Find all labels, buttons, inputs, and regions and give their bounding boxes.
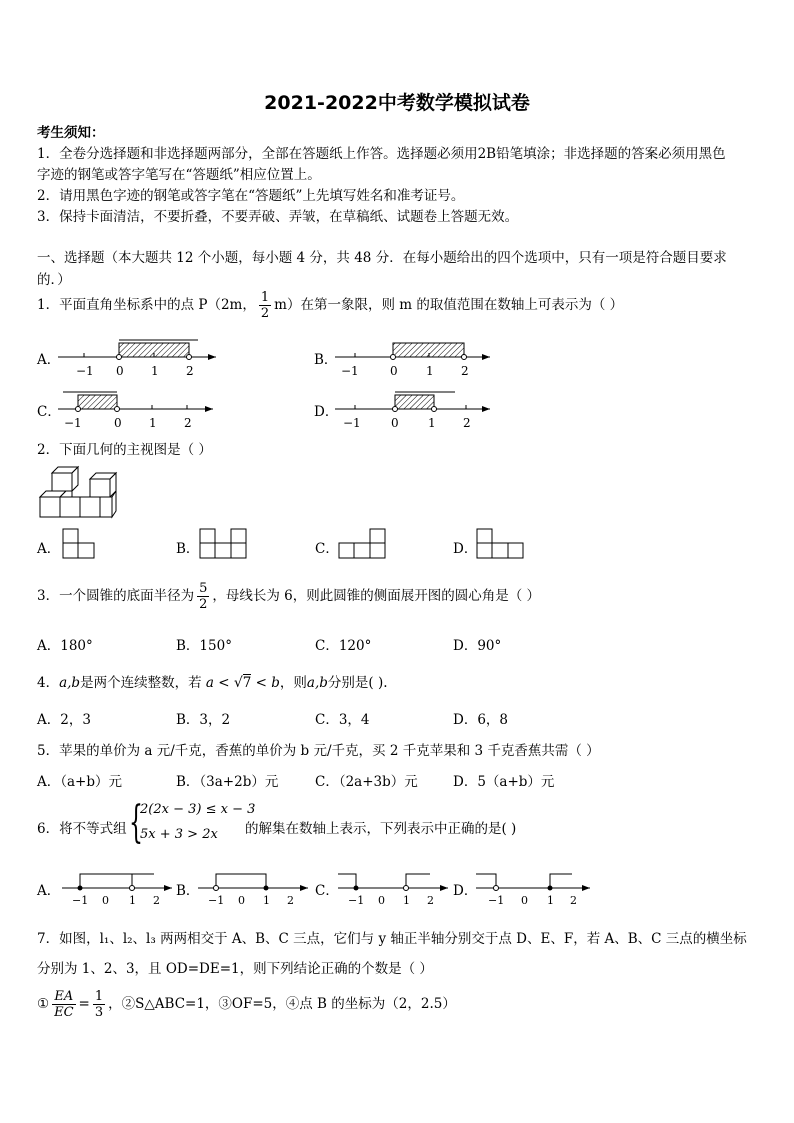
q1d-tick-neg1: −1 [343,416,361,430]
q6-option-c-label: C． [315,883,339,899]
q6-stem-pre: 6．将不等式组 [37,821,127,837]
q4-text-then: ，则 [279,675,307,691]
question-1-stem [37,287,623,323]
notice-item-1-line-2: 字迹的钢笔或答字笔写在“答题纸”相应位置上。 [37,167,321,183]
q6d-tick-2: 2 [570,894,577,907]
q4-text-mid: 是两个连续整数，若 [80,675,202,691]
q1-fraction [259,290,271,321]
q7-conclusions [37,985,456,1023]
q3-stem-post: ，母线长为 6，则此圆锥的侧面展开图的圆心角是（ ） [212,588,541,604]
q4-lt-1: < [213,675,234,691]
q2-option-b-view [199,528,249,560]
q1c-tick-neg1: −1 [64,416,82,430]
q1b-tick-1: 1 [426,364,434,378]
q4-ineq-a: a [205,675,214,691]
question-7-stem-line-2: 分别为 1、2、3，且 OD=DE=1，则下列结论正确的个数是（ ） [37,961,433,977]
q6d-tick-1: 1 [547,894,554,907]
q2-option-c-view [338,528,388,560]
q1-option-c-label: C． [37,404,61,420]
q4-radicand: 7 [242,675,252,691]
q4-ab-2: a,b [306,675,328,691]
q7-frac-3: 3 [94,1005,104,1020]
q6-option-b-number-line [198,866,310,908]
q1-frac-num: 1 [260,290,270,305]
q6-option-a-number-line [62,866,174,908]
q2-option-a-view [62,528,98,560]
q6a-tick-0: 0 [102,894,109,907]
q3-option-d: D．90° [453,638,502,654]
q1-option-d-label: D． [314,404,339,420]
q1-option-a-label: A． [37,352,61,368]
q6d-tick-0: 0 [521,894,528,907]
notice-item-3: 3．保持卡面清洁，不要折叠，不要弄破、弄皱，在草稿纸、试题卷上答题无效。 [37,209,519,225]
q1d-tick-0: 0 [391,416,399,430]
q1-option-b-label: B． [314,352,338,368]
q7-frac-ec: EC [54,1005,74,1020]
q3-stem-pre: 3．一个圆锥的底面半径为 [37,588,195,604]
q6-inequality-2: 5x + 3 > 2x [140,827,218,842]
q4-number: 4． [37,675,60,691]
q7-conclusions-rest: ，②S△ABC=1，③OF=5，④点 B 的坐标为（2，2.5） [108,996,456,1012]
q6c-tick-0: 0 [378,894,385,907]
q7-fraction-1-3 [93,989,105,1020]
q3-option-b: B．150° [176,638,232,654]
q2-solid-figure [38,463,120,523]
q2-option-d-view [476,528,526,560]
q6a-tick-1: 1 [129,894,136,907]
q4-ineq-b: b [271,675,280,691]
sqrt-icon: √ [233,675,243,691]
q3-fraction [197,581,209,612]
q1a-tick-0: 0 [116,364,124,378]
q1-option-b-number-line [335,335,495,380]
q5-option-d: D．5（a+b）元 [453,774,555,790]
q4-option-b: B．3，2 [176,712,231,728]
q6-stem-post: 的解集在数轴上表示，下列表示中正确的是( ) [245,821,517,837]
q4-option-d: D．6，8 [453,712,509,728]
q3-frac-den: 2 [199,597,208,612]
q4-option-a: A．2，3 [37,712,91,728]
question-3-stem [37,577,540,615]
q6a-tick-2: 2 [153,894,160,907]
q6-option-b-label: B． [176,883,200,899]
q4-option-c: C．3，4 [315,712,370,728]
q4-text-end: 分别是( ). [327,675,388,691]
q7-fraction-ea-ec [52,989,75,1020]
q1a-tick-neg1: −1 [76,364,94,378]
q2-option-a-label: A． [37,541,61,557]
q1-stem-post: m）在第一象限，则 m 的取值范围在数轴上可表示为（ ） [274,297,624,313]
q1d-tick-2: 2 [463,416,471,430]
q3-frac-num: 5 [199,581,208,596]
q1d-tick-1: 1 [428,416,436,430]
q6c-tick-2: 2 [427,894,434,907]
section-header-line-1: 一、选择题（本大题共 12 个小题，每小题 4 分，共 48 分．在每小题给出的四个选项中，只有一项是符合题目要求 [37,250,727,266]
page-title: 2021-2022中考数学模拟试卷 [264,92,530,114]
q7-equals: = [78,996,90,1012]
q1-option-c-number-line [58,387,218,432]
notice-item-2: 2．请用黑色字迹的钢笔或答字笔在“答题纸”上先填写姓名和准考证号。 [37,188,465,204]
q7-frac-1: 1 [94,989,104,1004]
question-5-stem: 5．苹果的单价为 a 元/千克，香蕉的单价为 b 元/千克，买 2 千克苹果和 3 千克香蕉共需（ ） [37,743,600,759]
q5-option-c: C．（2a+3b）元 [315,774,418,790]
q6-option-c-number-line [338,866,450,908]
q6b-tick-0: 0 [238,894,245,907]
question-7-stem-line-1: 7．如图，l₁、l₂、l₃ 两两相交于 A、B、C 三点，它们与 y 轴正半轴分别交于点 D、E、F，若 A、B、C 三点的横坐标 [37,931,747,947]
system-brace-icon: { [129,797,143,848]
q4-lt-2: < [251,675,272,691]
q6b-tick-neg1: −1 [208,894,225,907]
q2-option-c-label: C． [315,541,339,557]
q3-option-c: C．120° [315,638,372,654]
q4-ab: a,b [59,675,81,691]
q7-frac-ea: EA [52,989,75,1005]
q1-frac-den: 2 [260,306,270,321]
q6-inequality-1: 2(2x − 3) ≤ x − 3 [140,802,256,817]
q1a-tick-1: 1 [151,364,159,378]
section-header-line-2: 的．） [37,272,71,288]
q1c-tick-1: 1 [149,416,157,430]
q6d-tick-neg1: −1 [488,894,505,907]
q6-option-d-number-line [476,866,592,908]
q1c-tick-2: 2 [184,416,192,430]
q3-option-a: A．180° [37,638,93,654]
question-2-stem: 2．下面几何的主视图是（ ） [37,442,212,458]
q2-option-b-label: B． [176,541,200,557]
q6-option-a-label: A． [37,883,61,899]
q6c-tick-1: 1 [403,894,410,907]
q7-circle-1: ① [37,996,50,1012]
q6-option-d-label: D． [453,883,478,899]
notice-heading: 考生须知： [37,125,105,141]
q1c-tick-0: 0 [114,416,122,430]
q5-option-a: A．（a+b）元 [37,774,123,790]
q1a-tick-2: 2 [186,364,194,378]
q1-stem-pre: 1．平面直角坐标系中的点 P（2m， [37,297,256,313]
question-4-stem [37,671,388,691]
q6b-tick-1: 1 [263,894,270,907]
notice-item-1-line-1: 1．全卷分选择题和非选择题两部分，全部在答题纸上作答。选择题必须用2B铅笔填涂；非选择题的答案必须用黑色 [37,146,726,162]
q1-option-d-number-line [335,387,495,432]
q5-option-b: B．（3a+2b）元 [176,774,279,790]
q1-option-a-number-line [58,335,218,380]
q1b-tick-0: 0 [390,364,398,378]
q1b-tick-neg1: −1 [341,364,359,378]
q1b-tick-2: 2 [461,364,469,378]
q6b-tick-2: 2 [287,894,294,907]
q6a-tick-neg1: −1 [72,894,89,907]
q6c-tick-neg1: −1 [348,894,365,907]
q2-option-d-label: D． [453,541,478,557]
